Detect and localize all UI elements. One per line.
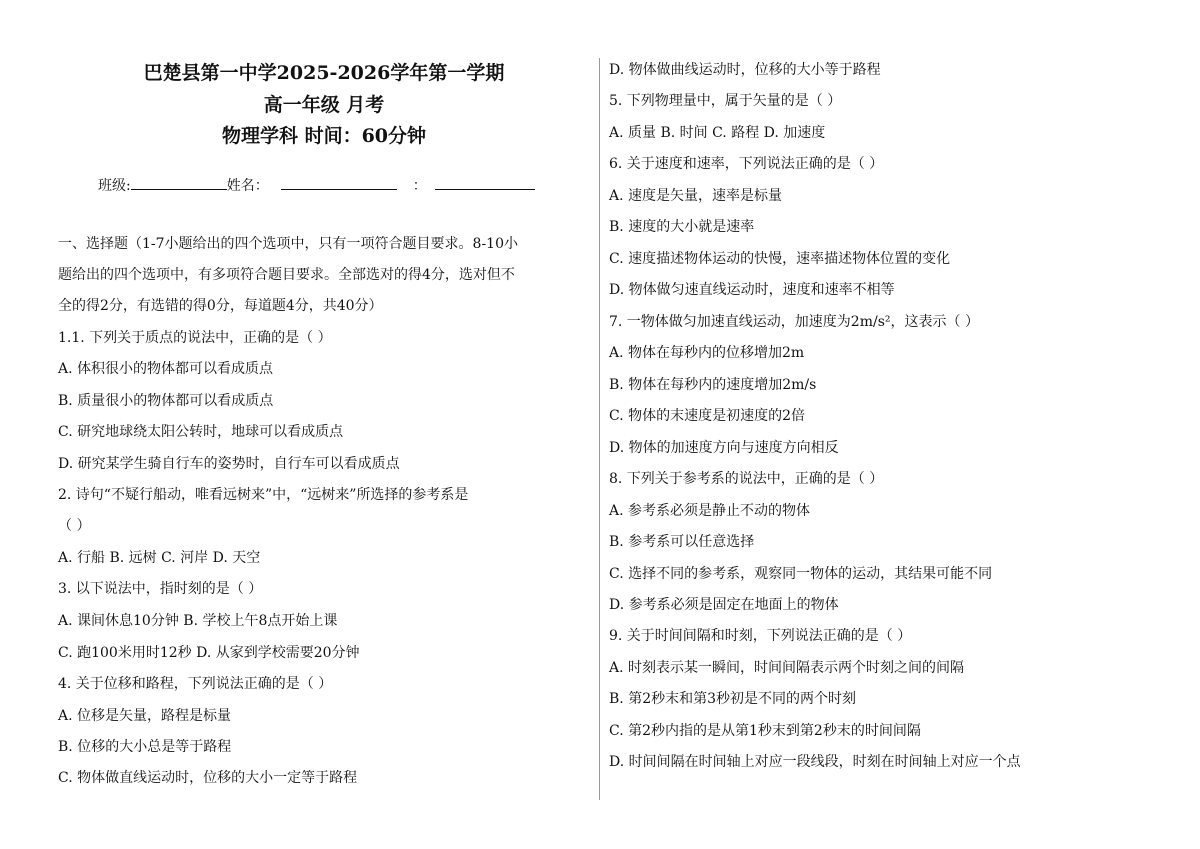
question-line: 8. 下列关于参考系的说法中，正确的是（ ） xyxy=(609,471,884,487)
name-field[interactable] xyxy=(281,173,397,190)
question-line: B. 质量很小的物体都可以看成质点 xyxy=(58,393,274,409)
question-line: 6. 关于速度和速率，下列说法正确的是（ ） xyxy=(609,156,884,172)
question-line: 题给出的四个选项中，有多项符合题目要求。全部选对的得4分，选对但不 xyxy=(58,267,515,283)
exam-grade: 高一年级 月考 xyxy=(263,94,385,116)
question-line: A. 体积很小的物体都可以看成质点 xyxy=(58,361,274,377)
question-line: B. 速度的大小就是速率 xyxy=(609,219,755,235)
question-line: C. 物体做直线运动时，位移的大小一定等于路程 xyxy=(58,770,358,786)
student-info-row xyxy=(98,173,535,197)
exam-subject-time: 物理学科 时间：60分钟 xyxy=(221,125,427,147)
question-line: B. 参考系可以任意选择 xyxy=(609,534,755,550)
question-line: 5. 下列物理量中，属于矢量的是（ ） xyxy=(609,93,842,109)
question-line: C. 第2秒内指的是从第1秒末到第2秒末的时间间隔 xyxy=(609,723,921,739)
question-line: A. 参考系必须是静止不动的物体 xyxy=(609,503,811,519)
question-line: B. 位移的大小总是等于路程 xyxy=(58,739,232,755)
question-line: C. 研究地球绕太阳公转时，地球可以看成质点 xyxy=(58,424,344,440)
question-line: D. 物体做曲线运动时，位移的大小等于路程 xyxy=(609,62,881,78)
exam-title: 巴楚县第一中学2025-2026学年第一学期 xyxy=(143,62,505,84)
question-line: 4. 关于位移和路程，下列说法正确的是（ ） xyxy=(58,676,333,692)
question-line: A. 质量 B. 时间 C. 路程 D. 加速度 xyxy=(609,125,826,141)
question-line: 7. 一物体做匀加速直线运动，加速度为2m/s²，这表示（ ） xyxy=(609,314,979,330)
question-line: D. 物体的加速度方向与速度方向相反 xyxy=(609,440,839,456)
question-line: D. 时间间隔在时间轴上对应一段线段，时刻在时间轴上对应一个点 xyxy=(609,754,1021,770)
question-line: C. 选择不同的参考系，观察同一物体的运动，其结果可能不同 xyxy=(609,566,993,582)
question-line: D. 研究某学生骑自行车的姿势时，自行车可以看成质点 xyxy=(58,456,400,472)
question-line: D. 物体做匀速直线运动时，速度和速率不相等 xyxy=(609,282,895,298)
question-line: A. 位移是矢量，路程是标量 xyxy=(58,708,232,724)
class-label: 班级: xyxy=(98,178,131,194)
name-label: 姓名： xyxy=(226,178,269,194)
question-line: D. 参考系必须是固定在地面上的物体 xyxy=(609,597,839,613)
question-line: （ ） xyxy=(58,518,91,534)
third-label: ： xyxy=(412,178,427,194)
question-line: C. 跑100米用时12秒 D. 从家到学校需要20分钟 xyxy=(58,645,360,661)
question-line: 9. 关于时间间隔和时刻，下列说法正确的是（ ） xyxy=(609,628,912,644)
column-divider xyxy=(599,58,600,800)
question-line: 一、选择题（1-7小题给出的四个选项中，只有一项符合题目要求。8-10小 xyxy=(58,236,518,252)
question-line: 1.1. 下列关于质点的说法中，正确的是（ ） xyxy=(58,330,332,346)
question-line: A. 行船 B. 远树 C. 河岸 D. 天空 xyxy=(58,550,261,566)
question-line: 全的得2分，有选错的得0分，每道题4分，共40分） xyxy=(58,298,383,314)
question-line: A. 课间休息10分钟 B. 学校上午8点开始上课 xyxy=(58,613,338,629)
third-field[interactable] xyxy=(435,173,535,190)
question-line: A. 时刻表示某一瞬间，时间间隔表示两个时刻之间的间隔 xyxy=(609,660,965,676)
question-line: 3. 以下说法中，指时刻的是（ ） xyxy=(58,581,263,597)
question-line: A. 速度是矢量，速率是标量 xyxy=(609,188,783,204)
question-line: C. 速度描述物体运动的快慢，速率描述物体位置的变化 xyxy=(609,251,951,267)
question-line: B. 物体在每秒内的速度增加2m/s xyxy=(609,377,817,393)
question-line: B. 第2秒末和第3秒初是不同的两个时刻 xyxy=(609,691,857,707)
question-line: C. 物体的末速度是初速度的2倍 xyxy=(609,408,806,424)
class-field[interactable] xyxy=(131,173,227,190)
question-line: 2. 诗句“不疑行船动，唯看远树来”中，“远树来”所选择的参考系是 xyxy=(58,487,469,503)
question-line: A. 物体在每秒内的位移增加2m xyxy=(609,345,805,361)
